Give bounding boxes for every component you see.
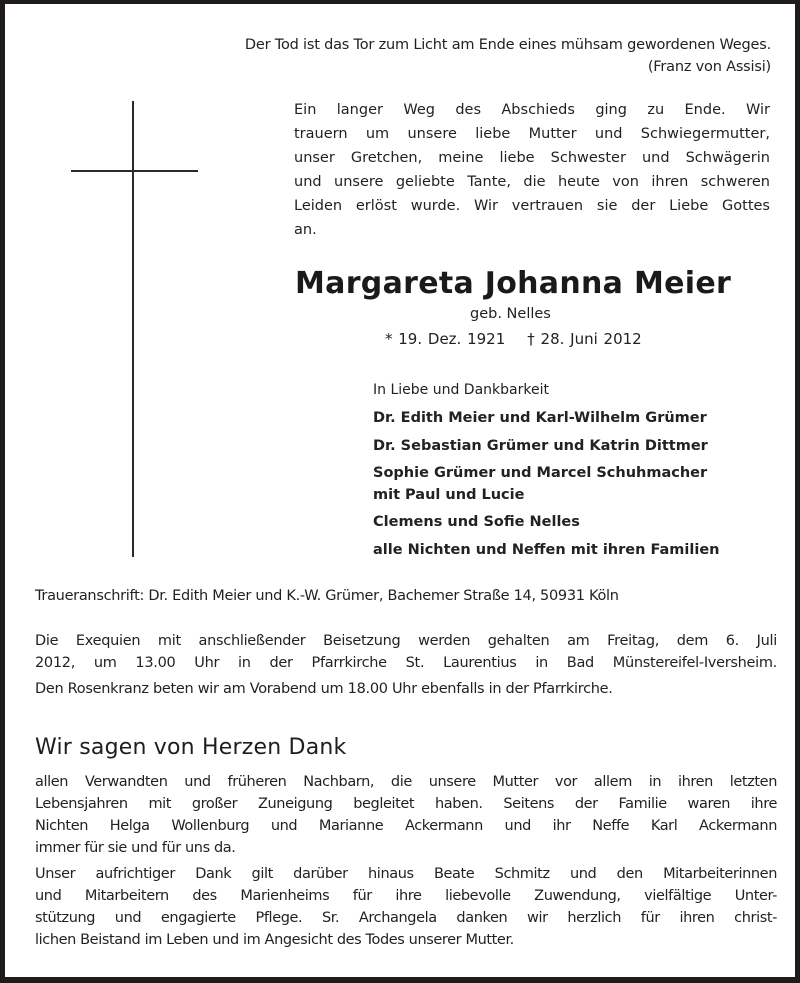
mourning-address: Traueranschrift: Dr. Edith Meier und K.-W. Grümer, Bachemer Straße 14, 50931 Köln [35, 588, 619, 604]
intro-line: trauern um unsere liebe Mutter und Schwiegermutter, [294, 126, 770, 142]
motto-quote-block [245, 34, 771, 78]
thanks-heading: Wir sagen von Herzen Dank [35, 735, 347, 760]
thanks-line: stützung und engagierte Pflege. Sr. Archangela danken wir herzlich für ihren christ- [35, 910, 777, 926]
mourner-family: Clemens und Sofie Nelles [373, 514, 580, 530]
maiden-name: geb. Nelles [470, 306, 551, 322]
thanks-paragraph-2 [35, 863, 777, 951]
intro-line: Leiden erlöst wurde. Wir vertrauen sie der Liebe Gottes [294, 198, 770, 214]
thanks-paragraph-1 [35, 771, 777, 859]
service-line: 2012, um 13.00 Uhr in der Pfarrkirche St. Laurentius in Bad Münstereifel-Iversheim. [35, 655, 777, 671]
thanks-line: Lebensjahren mit großer Zuneigung begleitet haben. Seitens der Familie waren ihre [35, 796, 777, 812]
thanks-line: und Mitarbeitern des Marienheims für ihre liebevolle Zuwendung, vielfältige Unter- [35, 888, 777, 904]
mourners-list [373, 378, 720, 562]
mourners-heading: In Liebe und Dankbarkeit [373, 382, 549, 398]
mourner-family-continued: mit Paul und Lucie [373, 487, 525, 503]
thanks-text [35, 771, 777, 951]
deceased-name: Margareta Johanna Meier [295, 266, 732, 301]
mourner-family: Dr. Sebastian Grümer und Katrin Dittmer [373, 438, 708, 454]
funeral-service-info [35, 630, 777, 700]
intro-paragraph [294, 98, 770, 242]
intro-line: Ein langer Weg des Abschieds ging zu Ende. Wir [294, 102, 770, 118]
mourner-family: Dr. Edith Meier und Karl-Wilhelm Grümer [373, 410, 707, 426]
motto-quote: Der Tod ist das Tor zum Licht am Ende eines mühsam gewordenen Weges. [244, 37, 771, 53]
rosary-info: Den Rosenkranz beten wir am Vorabend um 18.00 Uhr ebenfalls in der Pfarrkirche. [35, 681, 613, 697]
mourner-family: alle Nichten und Neffen mit ihren Familien [373, 542, 720, 558]
thanks-line: lichen Beistand im Leben und im Angesicht des Todes unserer Mutter. [35, 932, 514, 948]
thanks-line: immer für sie und für uns da. [35, 840, 236, 856]
life-dates [385, 330, 642, 348]
mourner-family: Sophie Grümer und Marcel Schuhmacher [373, 465, 708, 481]
thanks-line: Nichten Helga Wollenburg und Marianne Ackermann und ihr Neffe Karl Ackermann [35, 818, 777, 834]
thanks-line: allen Verwandten und früheren Nachbarn, die unsere Mutter vor allem in ihren letzten [35, 774, 777, 790]
intro-line: und unsere geliebte Tante, die heute von ihren schweren [294, 174, 770, 190]
birth-date: * 19. Dez. 1921 [385, 330, 506, 348]
obituary-notice [5, 4, 795, 977]
intro-line: an. [294, 222, 317, 238]
motto-author: (Franz von Assisi) [647, 59, 771, 75]
death-date: † 28. Juni 2012 [527, 330, 642, 348]
thanks-line: Unser aufrichtiger Dank gilt darüber hinaus Beate Schmitz und den Mitarbeiterinnen [35, 866, 777, 882]
intro-line: unser Gretchen, meine liebe Schwester und Schwägerin [294, 150, 770, 166]
cross-horizontal-beam [71, 170, 198, 172]
service-line: Die Exequien mit anschließender Beisetzung werden gehalten am Freitag, dem 6. Juli [35, 633, 777, 649]
